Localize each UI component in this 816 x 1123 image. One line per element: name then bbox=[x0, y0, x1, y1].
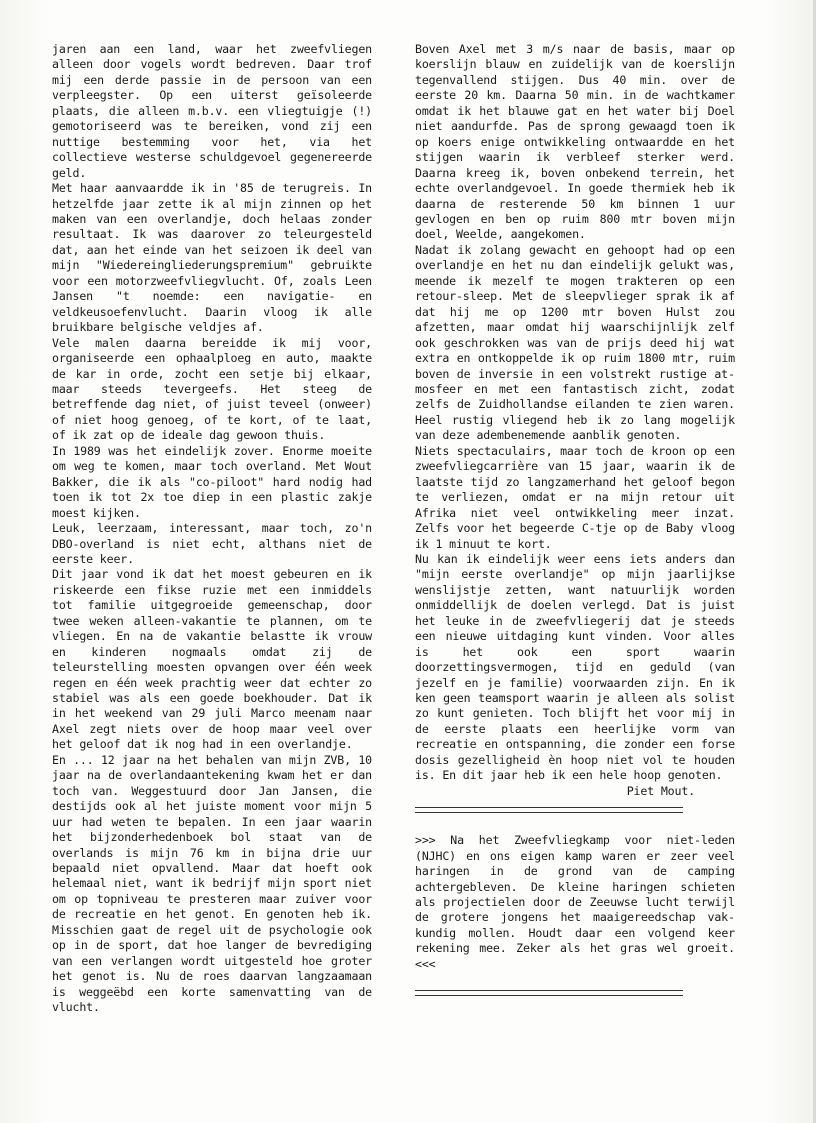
double-rule-divider bbox=[415, 990, 683, 996]
paragraph: Met haar aanvaardde ik in '85 de terugreis. In hetzelfde jaar zette ik al mijn zinnen op het maken van een overlandje, doch helaas zonder resultaat. Ik was daarover zo teleurgesteld dat, aan het einde van het seizoen ik deel van mijn "Wiedereingliederungspremium" gebruikte voor een motorzweefvliegvlucht. Of, zoals Leen Jansen "t noemde: een navigatie- en veldkeusoefenvlucht. Daarin vloog ik alle bruikbare belgische veldjes af. bbox=[52, 181, 372, 335]
paragraph: En ... 12 jaar na het behalen van mijn ZVB, 10 jaar na de overlandaantekening kwam het er dan toch van. Weggestuurd door Jan Jansen, die destijds ook al het juiste moment voor mijn 5 uur had weten te bepalen. In een jaar waarin het bijzonderhedenboek bol staat van de overlands is mijn 76 km in bijna drie uur bepaald niet opvallend. Maar dat hoeft ook helemaal niet, want ik bedrijf mijn sport niet om op topniveau te presteren maar zuiver voor de recreatie en het genot. En genoten heb ik. Misschien gaat de regel uit de psychologie ook op in de sport, dat hoe langer de bevrediging van een verlangen wordt uitgesteld hoe groter het genot is. Nu de roes daarvan langzaamaan is weggeëbd een korte samenvatting van de vlucht. bbox=[52, 752, 372, 1015]
announcement-note: >>> Na het Zweefvliegkamp voor niet-leden (NJHC) en ons eigen kamp waren er zeer veel haringen in de grond van de camping achtergebleven. De kleine haringen schieten als projectielen door de Zeeuwse lucht terwijl de grotere jongens het maaigereedschap vakkundig mollen. Houdt daar een volgend keer rekening mee. Zeker als het gras wel groeit. <<< bbox=[415, 833, 735, 971]
double-rule-divider bbox=[415, 807, 683, 813]
paragraph: In 1989 was het eindelijk zover. Enorme moeite om weg te komen, maar toch overland. Met Wout Bakker, die ik als "co-piloot" hard nodig had toen ik tot 2x toe diep in een plastic zakje moest kijken. bbox=[52, 443, 372, 520]
paragraph: Nu kan ik eindelijk weer eens iets anders dan "mijn eerste overlandje" op mijn jaarlijkse wenslijstje zetten, want natuurlijk worden onmiddellijk de doelen verlegd. Dat is juist het leuke in de zweefvliegerij dat je steeds een nieuwe uitdaging kunt vinden. Voor alles is het ook een sport waarin doorzettingsvermogen, tijd en geduld (van jezelf en je familie) voorwaarden zijn. En ik ken geen teamsport waarin je alleen als solist zo kunt genieten. Toch blijft het voor mij in de eerste plaats een heerlijke vorm van recreatie en ontspanning, die zonder een forse dosis gezelligheid èn hoop niet vol te houden is. En dit jaar heb ik een hele hoop genoten. bbox=[415, 551, 735, 783]
left-column bbox=[52, 42, 372, 1016]
author-signature: Piet Mout. bbox=[626, 783, 695, 798]
paragraph: Leuk, leerzaam, interessant, maar toch, zo'n DBO-overland is niet echt, althans niet de eerste keer. bbox=[52, 521, 372, 566]
paragraph: Dit jaar vond ik dat het moest gebeuren en ik riskeerde een fikse ruzie met een inmiddels tot familie uitgegroeide gemeenschap, door twee weken alleen-vakantie te plannen, om te vliegen. En na de vakantie belastte ik vrouw en kinderen nogmaals omdat zij de teleurstelling moesten opvangen over één week regen en één week prachtig weer dat echter zo stabiel was als een goede boekhouder. Dat ik in het weekend van 29 juli Marco meenam naar Axel zegt niets over de hoop maar veel over het geloof dat ik nog had in een overlandje. bbox=[52, 567, 372, 752]
right-column bbox=[415, 42, 735, 1002]
paragraph: Nadat ik zolang gewacht en gehoopt had op een overlandje en het nu dan eindelijk gelukt was, meende ik mezelf te mogen trakteren op een retour-sleep. Met de sleepvlieger sprak ik af dat hij me op 1200 mtr boven Hulst zou afzetten, maar omdat hij waarschijnlijk zelf ook geschrokken was van de prijs deed hij wat extra en ontkoppelde ik op ruim 1800 mtr, ruim boven de inversie in een volstrekt rustige atmosfeer en met een fantastisch zicht, zodat zelfs de Zuidhollandse eilanden te zien waren. Heel rustig vliegend heb ik zo lang mogelijk van deze adembenemende aanblik genoten. bbox=[415, 242, 735, 443]
paragraph: Niets spectaculairs, maar toch de kroon op een zweefvliegcarrière van 15 jaar, waarin ik de laatste tijd zo langzamerhand het geloof begon te verliezen, omdat er na mijn retour uit Afrika niet veel ontwikkeling meer inzat. Zelfs voor het begeerde C-tje op de Baby vloog ik 1 minuut te kort. bbox=[415, 443, 735, 551]
paragraph: Boven Axel met 3 m/s naar de basis, maar op koerslijn blauw en zuidelijk van de koerslijn tegenvallend stijgen. Dus 40 min. over de eerste 20 km. Daarna 50 min. in de wachtkamer omdat ik het blauwe gat en het water bij Doel niet aandurfde. Pas de sprong gewaagd toen ik op koers enige ontwikkeling ontwaardde en het stijgen waarin ik verbleef sterker werd. Daarna kreeg ik, boven onbekend terrein, het echte overlandgevoel. In goede thermiek heb ik daarna de resterende 50 km binnen 1 uur gevlogen en ben op ruim 800 mtr boven mijn doel, Weelde, aangekomen. bbox=[415, 42, 735, 242]
paragraph: jaren aan een land, waar het zweefvliegen alleen door vogels wordt bedreven. Daar trof mij een derde passie in de persoon van een verpleegster. Op een uiterst geïsoleerde plaats, die alleen m.b.v. een vliegtuigje (!) gemotoriseerd was te bereiken, vond zij een nuttige bestemming voor het, via het collectieve westerse schuldgevoel gegenereerde geld. bbox=[52, 42, 372, 180]
paragraph: Vele malen daarna bereidde ik mij voor, organiseerde een ophaalploeg en auto, maakte de kar in orde, zocht een setje bij elkaar, maar steeds tevergeefs. Het steeg de betreffende dag niet, of juist teveel (onweer) of niet hoog genoeg, of te kort, of te laat, of ik zat op de ideale dag gewoon thuis. bbox=[52, 335, 372, 443]
